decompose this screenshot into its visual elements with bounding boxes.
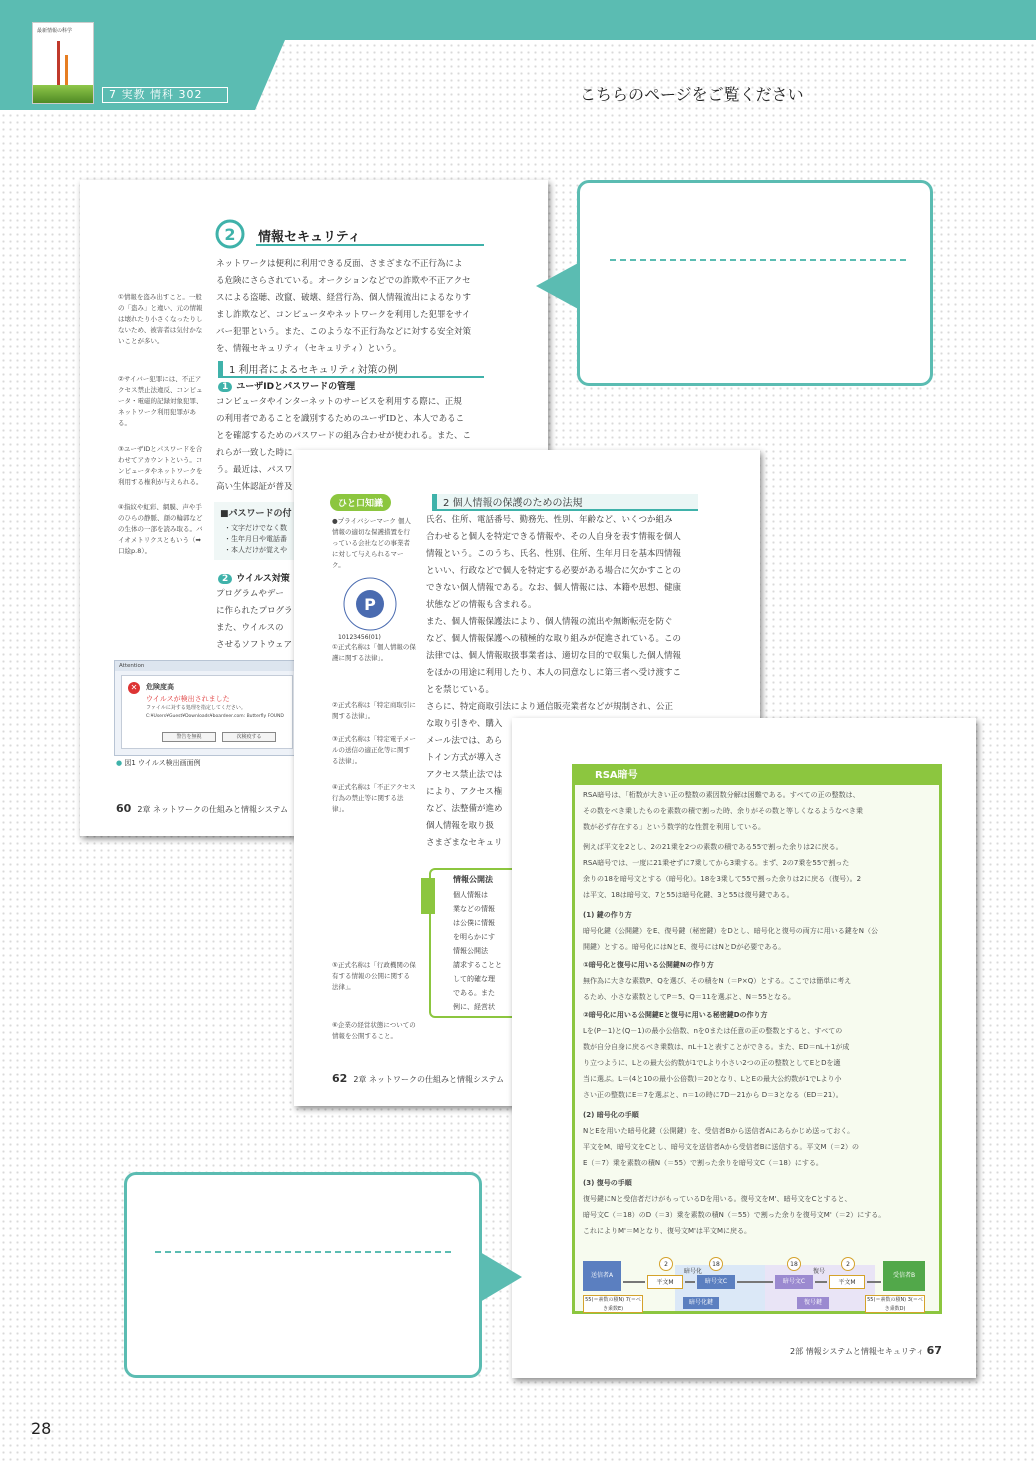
body-paragraph	[216, 586, 306, 654]
text-line: (2) 暗号化の手順	[583, 1111, 639, 1119]
text-line: 個人情報は	[453, 891, 488, 899]
speech-bubble-left	[124, 1172, 482, 1378]
plaintext-node: 平文M	[829, 1275, 865, 1289]
text-line: さまざまなセキュリ	[426, 838, 503, 848]
text-line: は公僕に情報	[453, 919, 495, 927]
text-line: とを確認するためのパスワードの組み合わせが使われる。また、こ	[216, 431, 472, 441]
pill-heading-virus: 2 ウイルス対策	[218, 571, 290, 584]
text-line: RSA暗号では、一度に21乗せずに7乗してから3乗する。まず、2の7乗を55で割った	[583, 859, 850, 867]
text-line: 情報という。このうち、氏名、性別、住所、生年月日を基本四情報	[426, 549, 682, 559]
password-tips-heading: ■パスワードの付	[220, 509, 292, 519]
text-line: に作られたプログラ	[216, 606, 293, 616]
text-line: コンピュータやインターネットのサービスを利用する際に、正規	[216, 397, 462, 407]
text-line: れらが一致した時に	[216, 448, 293, 458]
text-line: 無作為に大きな素数P、Qを選び、その積をN（＝P×Q）とする。ここでは簡単に考え	[583, 977, 852, 985]
alert-dialog	[121, 675, 293, 749]
alert-message: ウイルスが検出されました	[146, 695, 230, 703]
cover-title: 最新情報の科学	[37, 28, 73, 34]
rsa-title: RSA暗号	[575, 767, 939, 785]
text-line: 平文をM、暗号文をCとし、暗号文を送信者Aから受信者Bに送信する。平文M（＝2）の	[583, 1143, 860, 1151]
side-note: ②サイバー犯罪には、不正アクセス禁止法違反、コンピュータ・電磁的記録対象犯罪、ネットワーク利用犯罪がある。	[118, 375, 203, 427]
text-line: り立つように、Lとの最大公約数が1でLより小さい2つの正の整数としてEとDを適	[583, 1059, 841, 1067]
side-note: ⑤正式名称は「行政機関の保有する情報の公開に関する法律」。	[332, 961, 416, 991]
box-title: 情報公開法	[453, 875, 493, 884]
cover-grass	[33, 85, 93, 103]
text-line: など、個人情報保護への積極的な取り組みが促進されている。この	[426, 634, 682, 644]
side-note: ②正式名称は「特定商取引に関する法律」。	[332, 701, 416, 720]
page-footer	[332, 1072, 504, 1085]
text-line: 請求することと	[453, 961, 502, 969]
text-line: 例えば平文を2とし、2の21乗を2つの素数の積である55で割った余りは2に戻る。	[583, 843, 843, 851]
alert-heading: 危険度高	[146, 683, 174, 691]
text-line: (1) 鍵の作り方	[583, 911, 632, 919]
text-line: 氏名、住所、電話番号、勤務先、性別、年齢など、いくつか組み	[426, 515, 673, 525]
text-line: Lを(P－1)と(Q－1)の最小公倍数、nを0または任意の正の整数とすると、すべての	[583, 1027, 843, 1035]
text-line: といい、行政などで個人を特定する必要がある場合に欠かすことの	[426, 566, 682, 576]
text-line: 復号鍵にNと受信者だけがもっているDを用いる。復号文をM'、暗号文をCとすると、	[583, 1195, 852, 1203]
section-number: 2	[224, 225, 236, 244]
text-line: 法律では、個人情報取扱事業者は、適切な目的で収集した個人情報	[426, 651, 682, 661]
side-note: ④指紋や虹彩、網膜、声や手のひらの静脈、顔の輪郭などの生体の一部を読み取る。バイオメトリクスともいう（➡口絵p.8）。	[118, 503, 203, 555]
flow-arrow	[867, 1281, 881, 1283]
text-line: により、アクセス権	[426, 787, 503, 797]
page-number: 28	[31, 1419, 52, 1438]
flow-arrow	[737, 1281, 773, 1283]
text-line: は平文、18は暗号文、7と55は暗号化鍵、3と55は復号鍵である。	[583, 891, 794, 899]
tip-text: ●プライバシーマーク 個人情報の適切な保護措置を行っている会社などの事業者に対して与えられるマーク。	[332, 517, 411, 569]
list-item: ・本人だけが覚えや	[224, 546, 287, 554]
cover-decoration	[57, 41, 60, 85]
answer-line	[610, 259, 906, 261]
side-note: ③ユーザIDとパスワードを合わせてアカウントという。コンピュータやネットワークを利用する権利が与えられる。	[118, 445, 203, 486]
text-line: プログラムやデー	[216, 589, 284, 599]
text-line: 開鍵）とする。暗号化にはNとE、復号にはNとDが必要である。	[583, 943, 786, 951]
text-line: を、情報セキュリティ（セキュリティ）という。	[216, 344, 402, 354]
box-text	[453, 888, 502, 1014]
text-line: 情報公開法	[453, 947, 488, 955]
footer-page-number: 67	[926, 1344, 942, 1357]
text-line: ①暗号化と復号に用いる公開鍵Nの作り方	[583, 961, 714, 969]
intro-paragraph	[216, 256, 526, 358]
header-caption: こちらのページをご覧ください	[580, 85, 804, 104]
text-line: まし詐欺など、コンピュータやネットワークを利用した犯罪をサイ	[216, 310, 471, 320]
privacy-mark-number: 10123456(01)	[338, 634, 381, 641]
encrypt-label: 暗号化	[683, 1268, 702, 1275]
bullet-icon: ●	[116, 759, 125, 767]
pill-heading-label: ウイルス対策	[236, 574, 290, 584]
figure-caption-text: 図1 ウイルス検出画面例	[124, 759, 201, 767]
svg-text:P: P	[364, 595, 376, 614]
side-note: ①情報を盗み出すこと。一般の「盗み」と違い、元の情報は壊れたり小さくなったりしないため、被害者は気付かないことが多い。	[118, 293, 203, 345]
text-line: るため、小さな素数としてP＝5、Q＝11を選ぶと、N＝55となる。	[583, 993, 795, 1001]
text-line: う。最近は、パスワ	[216, 465, 293, 475]
text-line: 状態などの情報も含まれる。	[426, 600, 537, 610]
figure-caption	[116, 758, 201, 768]
speech-bubble-right	[577, 180, 933, 386]
footer-chapter: 2章 ネットワークの仕組みと情報システム	[137, 805, 289, 814]
value-badge: 2	[659, 1257, 673, 1271]
text-line: を明らかにす	[453, 933, 495, 941]
ciphertext-node: 暗号文C	[697, 1275, 735, 1289]
text-line: ネットワークは便利に利用できる反面、さまざまな不正行為によ	[216, 259, 463, 269]
text-line: 暗号化鍵（公開鍵）をE、復号鍵（秘密鍵）をDとし、暗号化と復号の両方に用いる鍵をN（公	[583, 927, 879, 935]
answer-line	[155, 1251, 451, 1253]
rsa-flow-diagram	[583, 1257, 933, 1313]
alert-window-title: Attention	[115, 661, 299, 671]
text-line: その数をべき乗したものを素数の積で割った時、余りがその数と等しくなるようなべき乗	[583, 807, 863, 815]
footer-chapter: 2章 ネットワークの仕組みと情報システム	[353, 1075, 505, 1084]
text-line: バー犯罪という。また、このような不正行為などに対する安全対策	[216, 327, 472, 337]
box-tab	[421, 878, 435, 914]
flow-arrow	[685, 1281, 695, 1283]
text-line: る危険にさらされている。オークションなどでの詐欺や不正アクセ	[216, 276, 471, 286]
text-line: 例に、経営状	[453, 1003, 495, 1011]
text-line: E（＝7）乗を素数の積N（＝55）で割った余りを暗号文C（＝18）にする。	[583, 1159, 823, 1167]
text-line: さらに、特定商取引法により通信販売業者などが規制され、公正	[426, 702, 674, 712]
section-rule	[256, 244, 484, 246]
text-line: である。また	[453, 989, 495, 997]
text-line: して的確な理	[453, 975, 495, 983]
text-line: させるソフトウェア	[216, 640, 292, 650]
value-badge: 2	[841, 1257, 855, 1271]
page-footer	[790, 1344, 948, 1357]
tip-label: ひと口知識	[330, 494, 391, 511]
virus-alert-screenshot	[114, 660, 300, 756]
text-line: トイン方式が導入さ	[426, 753, 503, 763]
footer-page-number: 62	[332, 1072, 348, 1085]
value-badge: 18	[787, 1257, 801, 1271]
list-item: ・文字だけでなく数	[224, 524, 287, 532]
flow-arrow	[623, 1281, 645, 1283]
text-line: スによる盗聴、改竄、破壊、経営行為、個人情報流出によるなりす	[216, 293, 472, 303]
cover-decoration	[65, 55, 68, 85]
alert-path: C:¥Users¥Guest¥Downloads¥boardeer.com: Butterfly FOUND	[146, 714, 284, 719]
text-line: 業などの情報	[453, 905, 495, 913]
plaintext-node: 平文M	[647, 1275, 683, 1289]
text-line: ②暗号化に用いる公開鍵Eと復号に用いる秘密鍵Dの作り方	[583, 1011, 768, 1019]
ciphertext-node: 暗号文C	[775, 1275, 813, 1289]
section-number-badge	[214, 218, 254, 250]
side-note: ③正式名称は「特定電子メールの送信の適正化等に関する法律」。	[332, 735, 416, 765]
section-title: 情報セキュリティ	[258, 230, 361, 245]
pill-heading-label: ユーザIDとパスワードの管理	[236, 382, 356, 392]
textbook-page-67	[512, 718, 976, 1378]
ignore-button: 警告を無視	[162, 732, 216, 742]
side-note: ⑥企業の経営状態についての情報を公開すること。	[332, 1021, 416, 1040]
flow-arrow	[815, 1281, 827, 1283]
bubble-pointer	[478, 1250, 524, 1304]
footer-page-number: 60	[116, 802, 132, 815]
text-line: これによりM'＝Mとなり、復号文M'は平文Mに戻る。	[583, 1227, 752, 1235]
text-line: をほかの用途に利用したり、本人の同意なしに第三者へ受け渡すこ	[426, 668, 682, 678]
subsection-heading: 1 利用者によるセキュリティ対策の例	[218, 361, 484, 378]
quarantine-button: 次検疫する	[222, 732, 276, 742]
text-line: 数が自分自身に戻るべき乗数は、nL＋1と表すことができる。また、ED＝nL＋1が成	[583, 1043, 850, 1051]
text-line: 余りの18を暗号文とする（暗号化）。18を3乗して55で割った余りは2に戻る（復号）。2	[583, 875, 862, 883]
bubble-pointer	[532, 260, 582, 312]
list-item: ・生年月日や電話番	[224, 535, 287, 543]
text-line: 合わせると個人を特定できる情報や、その人自身を表す情報を個人	[426, 532, 681, 542]
alert-detail: ファイルに対する処理を指定してください。	[146, 705, 246, 711]
text-line: 数が必ず存在する」という数学的な性質を利用している。	[583, 823, 765, 831]
book-cover-thumbnail	[32, 22, 94, 104]
receiver-node: 受信者B	[883, 1261, 925, 1291]
text-line: 暗号文C（＝18）のD（＝3）乗を素数の積N（＝55）で割った余りを復号文M'（＝2）にする。	[583, 1211, 886, 1219]
error-icon: ✕	[128, 682, 140, 694]
value-badge: 18	[709, 1257, 723, 1271]
text-line: 個人情報を取り扱	[426, 821, 495, 831]
text-line: RSA暗号は、「桁数が大きい正の整数の素因数分解は困難である。すべての正の整数は、	[583, 791, 860, 799]
decryption-key-node: 復号鍵	[797, 1297, 829, 1309]
text-line: な取り引きや、購入	[426, 719, 503, 729]
text-line: NとEを用いた暗号化鍵（公開鍵）を、受信者Bから送信者Aにあらかじめ送っておく。	[583, 1127, 855, 1135]
encryption-values: 55(＝素数の積N) 7(＝べき乗数E)	[583, 1295, 643, 1313]
text-line: さい正の整数にE＝7を選ぶと、n＝1の時に7D－21から D＝3となる（ED＝21）。	[583, 1091, 843, 1099]
text-line: できない個人情報である。なお、個人情報には、本籍や思想、健康	[426, 583, 682, 593]
side-note: ①正式名称は「個人情報の保護に関する法律」。	[332, 643, 416, 662]
text-line: アクセス禁止法では	[426, 770, 503, 780]
sender-node: 送信者A	[583, 1261, 621, 1291]
encryption-key-node: 暗号化鍵	[683, 1297, 719, 1309]
rsa-column-box	[572, 764, 942, 1314]
side-note: ④正式名称は「不正アクセス行為の禁止等に関する法律」。	[332, 783, 416, 813]
privacy-mark-icon	[338, 576, 402, 632]
subsection-heading: 2 個人情報の保護のための法規	[432, 494, 698, 511]
text-line: メール法では、あら	[426, 736, 503, 746]
text-line: また、個人情報保護法により、個人情報の流出や無断転売を防ぐ	[426, 617, 673, 627]
footer-chapter: 2部 情報システムと情報セキュリティ	[790, 1347, 925, 1356]
text-line: また、ウイルスの	[216, 623, 284, 633]
decrypt-label: 復号	[812, 1268, 825, 1275]
text-line: 当に選ぶ。L＝(4と10の最小公倍数)＝20となり、LとEの最大公約数が1でLより小	[583, 1075, 842, 1083]
text-line: 高い生体認証が普及	[216, 482, 293, 492]
pill-heading-userid: 1 ユーザIDとパスワードの管理	[218, 379, 355, 392]
text-line: (3) 復号の手順	[583, 1179, 632, 1187]
decryption-values: 55(＝素数の積N) 3(＝べき乗数D)	[865, 1295, 925, 1313]
page-footer	[116, 802, 288, 815]
text-line: とを禁じている。	[426, 685, 495, 695]
book-code: 7 実教 情科 302	[102, 87, 228, 103]
text-line: の利用者であることを識別するためのユーザIDと、本人であるこ	[216, 414, 465, 424]
text-line: など、法整備が進め	[426, 804, 503, 814]
